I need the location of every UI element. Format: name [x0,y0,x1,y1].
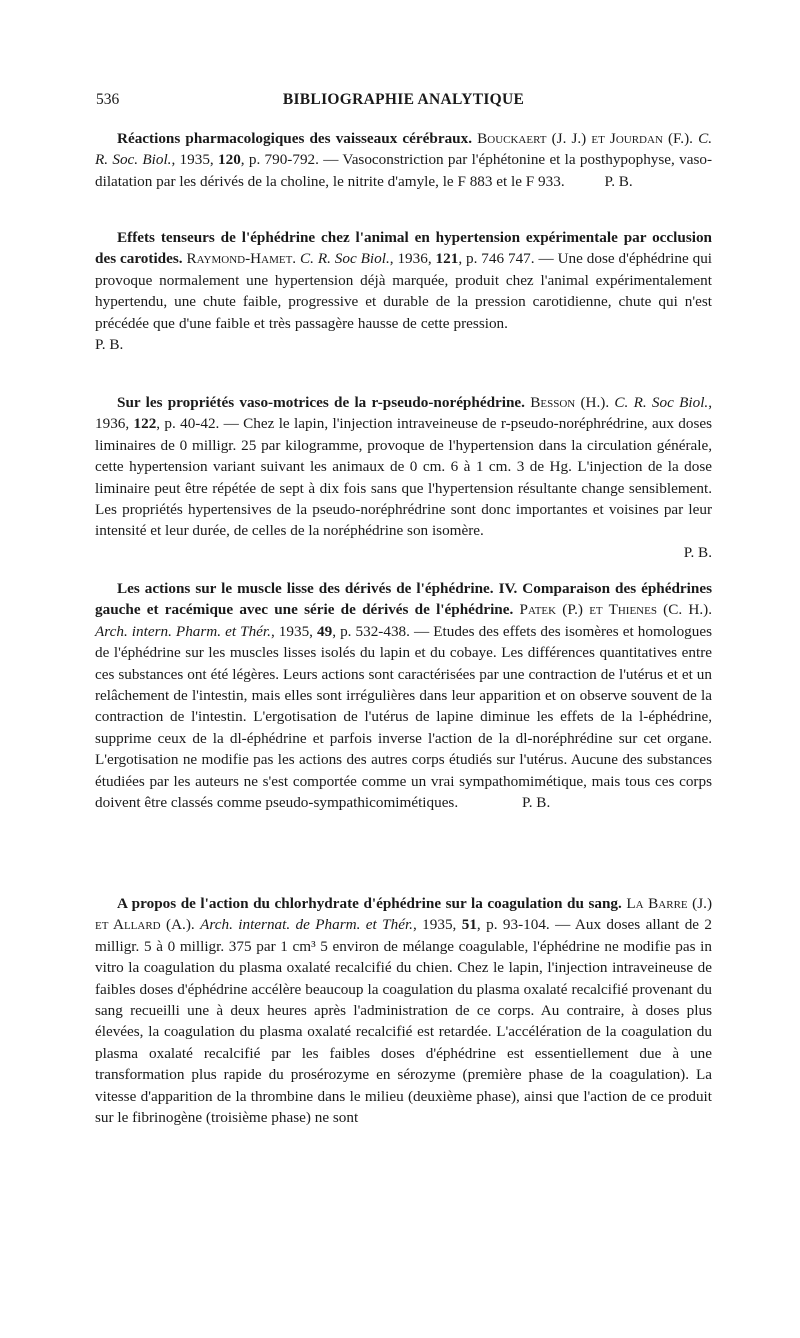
entry-volume: 122 [133,415,157,433]
entry-abstract: — Une dose d'éphédrine qui provoque normalement une hypertension déjà marquée, produit chez l'animal expérimentalement hypertendu, une chute faible, progressive et durable de la pression carotidienne, chute qui n'est précédée que d'une faible et très passagère hausse de cette pression. [95,250,713,332]
entry-abstract: — Etudes des effets des isomères et homologues de l'éphédrine sur les muscles lisses isolés du lapin et du cobaye. Les différences quantitatives entre ces substances ont été légères. Leurs actions sont caractérisées par une contraction de l'utérus et et un relâchement de l'intestin, mais elles sont irrégulières dans leur apparition et on observe souvent de la contraction de l'intestin. L'ergotisation de l'utérus de lapine diminue les effets de la l-éphédrine, supprime ceux de la dl-éphédrine et parfois inverse l'action de la dl-noréphrédine sur cet organe. L'ergotisation ne modifie pas les actions des autres corps étudiés sur l'utérus. Aucune des substances étudiées par les auteurs ne s'est comportée comme un vrai sympathomimétique, mais tous ces corps doivent être classés comme pseudo-sympathicomimétiques. [95,622,713,812]
entry-initials: P. B. [604,172,633,190]
entry-volume: 51 [461,916,477,934]
entry-journal: C. R. Soc. Biol. [95,130,712,169]
entry-year: , 1935, [171,151,218,169]
entry-abstract: — Vasoconstriction par l'éphétonine et la posthypophyse, vaso-dilatation par les dérivés de la choline, le nitrite d'amyle, le F 883 et le F 933. [95,151,713,190]
entry-title: Réactions pharmacologiques des vaisseaux cérébraux. [117,130,472,147]
entry-volume: 49 [317,622,333,640]
entry-initials: P. B. [521,794,551,812]
entry-pages: , p. 532-438. [332,622,410,640]
entry-pages: , p. 40-42. [156,415,220,433]
entry-volume: 121 [435,250,459,268]
entry-title: A propos de l'action du chlorhydrate d'éphédrine sur la coagulation du sang. [117,895,622,912]
entry-title: Sur les propriétés vaso-motrices de la r-pseudo-noréphédrine. [117,394,525,411]
entry-authors: Besson (H.). [530,394,610,411]
entry-initials: P. B. [95,336,124,354]
bibliography-entry [95,893,712,1128]
bibliography-entry [95,227,712,355]
entry-initials: P. B. [683,543,712,561]
entry-abstract: — Chez le lapin, l'injection intraveineuse de r-pseudo-noréphrédrine, aux doses liminaires de 0 milligr. 25 par kilogramme, provoque de l'hypertension dans la circulation générale, cette hypertension variant suivant les animaux de 0 cm. 6 à 1 cm. 3 de Hg. L'injection de la dose liminaire peut être répétée de sept à dix fois sans que l'hypertension résultante change sensiblement. Les propriétés hypertensives de la pseudo-noréphrédrine sont donc importantes et voisines par leur intensité et leur durée, de celles de la noréphédrine son isomère. [95,415,713,540]
entry-year: , 1936, [389,250,436,268]
entry-pages: , p. 746 747. [458,250,535,268]
entry-journal: Arch. internat. de Pharm. et Thér. [200,916,413,934]
entry-pages: , p. 790-792. [240,151,319,169]
running-title: BIBLIOGRAPHIE ANALYTIQUE [282,91,525,108]
entry-year: , 1935, [270,622,318,640]
bibliography-entry [95,392,712,563]
entry-year: , 1936, [95,394,713,433]
entry-abstract: — Aux doses allant de 2 milligr. 5 à 0 milligr. 375 par 1 cm³ 5 environ de mélange coagulable, l'éphédrine ne modifie pas in vitro la coagulation du plasma oxalaté recalcifié du chien. Chez le lapin, l'injection intraveineuse de faibles doses d'éphédrine accélère beaucoup la coagulation du plasma oxalaté recalcifié provenant du sang recueilli une à deux heures après l'administration de ce corps. Au contraire, à doses plus élevées, la coagulation du plasma oxalaté recalcifié est retardée. L'accélération de la coagulation du plasma oxalaté recalcifié par les faibles doses d'éphédrine est essentiellement due à une transformation plus rapide du prosérozyme en sérozyme (première phase de la coagulation). La vitesse d'apparition de la thrombine dans le milieu (deuxième phase), ainsi que l'action de ce produit sur le fibrinogène (troisième phase) ne sont [95,916,713,1127]
entry-authors: Raymond-Hamet. [186,250,297,268]
entry-year: , 1935, [412,916,462,934]
entry-journal: Arch. intern. Pharm. et Thér. [95,622,271,640]
entry-journal: C. R. Soc Biol. [614,394,709,411]
entry-title: Effets tenseurs de l'éphédrine chez l'animal en hypertension expérimentale par occlusion des carotides. [95,229,712,268]
entry-volume: 120 [218,151,241,169]
entry-authors: La Barre (J.) et Allard (A.). [95,895,713,934]
page-header [96,91,711,115]
entry-journal: C. R. Soc Biol. [300,250,390,268]
entry-authors: Bouckaert (J. J.) et Jourdan (F.). [477,130,693,147]
entry-title: Les actions sur le muscle lisse des dérivés de l'éphédrine. IV. Comparaison des éphédrines gauche et racémique avec une série de dérivés de l'éphédrine. [95,580,712,619]
page-number: 536 [96,91,120,108]
entry-pages: , p. 93-104. [476,916,550,934]
bibliography-entry [95,128,712,192]
bibliography-entry [95,578,712,813]
entry-authors: Patek (P.) et Thienes (C. H.). [519,601,713,619]
